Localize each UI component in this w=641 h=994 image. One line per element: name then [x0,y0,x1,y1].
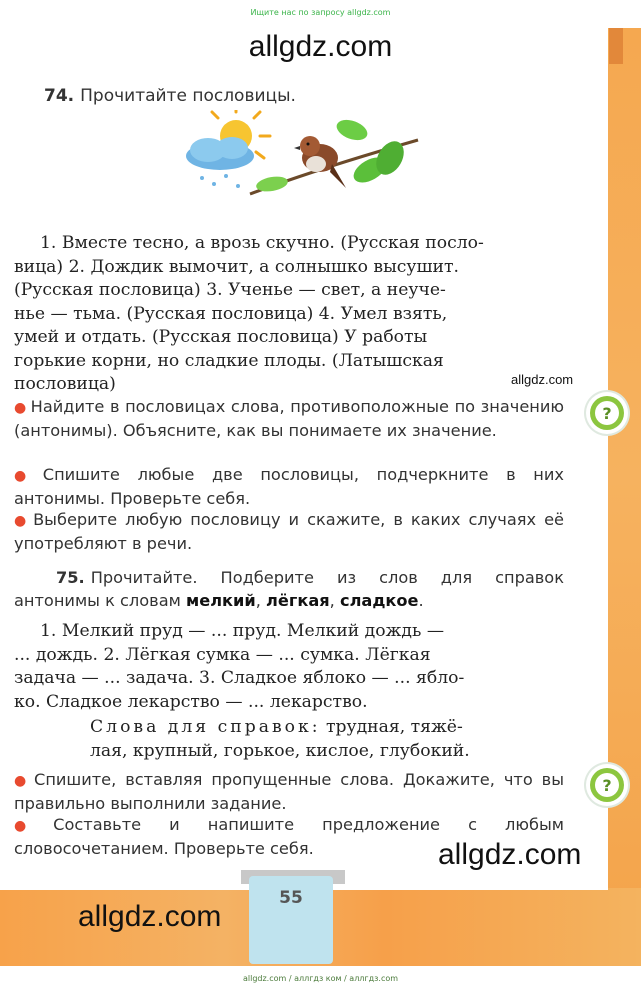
task-text: Спишите, вставляя пропущенные слова. Докажите, что вы правильно выполнили задание. [14,770,564,813]
sun-cloud-bird-illustration [180,110,420,220]
proverb-line: нье — тьма. (Русская пословица) 4. Умел взять, [14,303,448,324]
svg-text:?: ? [602,404,612,423]
footer-text: allgdz.com / аллгдз ком / аллгдз.com [242,974,399,983]
sentence-line: задача — ... задача. 3. Сладкое яблоко — ... ябло- [14,668,465,688]
watermark-top: allgdz.com [248,30,393,63]
watermark-right: allgdz.com [438,838,582,871]
proverb-line: пословица) [14,374,116,394]
keyword-2: лёгкая [266,590,330,610]
sentence-line: ко. Сладкое лекарство — ... лекарство. [14,691,368,712]
proverb-line: (Русская пословица) 3. Ученье — свет, а неуче- [14,280,446,300]
exercise-74-title: Прочитайте пословицы. [80,86,296,106]
keyword-3: сладкое [339,590,419,610]
exercise-75-intro: Прочитайте. Подберите из слов для справок антонимы к словам [14,568,564,610]
task-text: Спишите любые две пословицы, подчеркните в них антонимы. Проверьте себя. [14,465,564,508]
separator: , [329,590,335,610]
sentence-line: ... дождь. 2. Лёгкая сумка — ... сумка. Лёгкая [14,644,431,665]
watermark-bottom: allgdz.com [78,900,222,933]
exercise-75-number: 75. [56,568,85,587]
reference-label: Слова для справок: [90,717,321,737]
page-number: 55 [279,888,303,908]
reference-line-2: лая, крупный, горькое, кислое, глубокий. [90,740,470,761]
proverb-line: 1. Вместе тесно, а врозь скучно. (Русская посло- [40,233,484,253]
task-text: Выберите любую пословицу и скажите, в каких случаях её употребляют в речи. [14,510,564,553]
exercise-74-heading [44,86,296,106]
bullet-icon: ● [14,513,30,529]
cloud-icon [186,137,254,188]
search-note: Ищите нас по запросу allgdz.com [250,8,391,17]
proverb-line: вица) 2. Дождик вымочит, а солнышко высушит. [14,256,459,277]
reference-words [90,716,564,763]
exercise-74-proverbs [14,232,564,397]
bird-icon [294,136,346,188]
exercise-74-task-3 [14,509,564,555]
task-text: Составьте и напишите предложение с любым словосочетанием. Проверьте себя. [14,815,565,858]
exercise-75-heading [14,567,564,612]
bullet-icon: ● [14,773,31,789]
reference-line-1 [90,716,564,740]
exercise-74-task-2 [14,464,564,510]
svg-text:?: ? [602,776,612,795]
exercise-74-task-1 [14,396,564,442]
period: . [418,590,424,610]
watermark-mid: allgdz.com [511,372,574,387]
sentence-line: 1. Мелкий пруд — ... пруд. Мелкий дождь — [40,621,445,641]
bullet-icon: ● [14,400,27,416]
task-text: Найдите в пословицах слова, противоположные по значению (антонимы). Объясните, как вы понимаете их значение. [14,397,565,440]
separator: , [255,590,261,610]
exercise-75-sentences [14,620,564,714]
proverb-line: горькие корни, но сладкие плоды. (Латышская [14,350,444,371]
reference-words-text: трудная, тяжё- [325,717,463,737]
question-icon[interactable] [586,392,628,434]
question-icon[interactable] [586,764,628,806]
bullet-icon: ● [14,468,39,484]
keyword-1: мелкий [185,590,256,610]
exercise-75-task-1 [14,769,564,815]
bullet-icon: ● [14,818,50,834]
exercise-74-number: 74. [44,86,75,106]
proverb-line: умей и отдать. (Русская пословица) У работы [14,327,428,347]
